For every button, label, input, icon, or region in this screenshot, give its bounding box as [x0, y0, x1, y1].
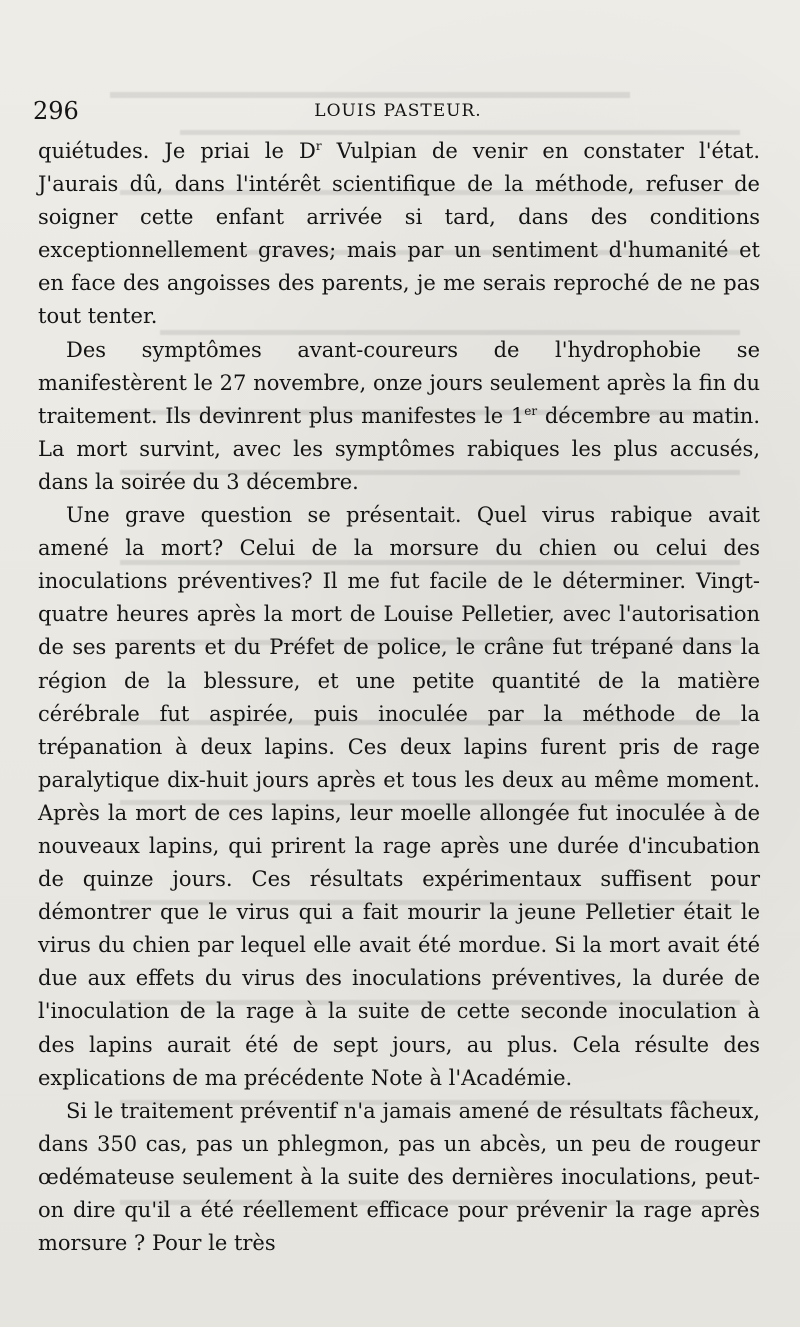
paragraph-3: Une grave question se présentait. Quel virus rabique avait amené la mort? Celui de la morsure du chien ou celui des inoculations préventives? Il me fut facile de le déterminer. Vingt-quatre heures après la mort de Louise Pelletier, avec l'autorisation de ses parents et du Préfet de police, le crâne fut trépané dans la région de la blessure, et une petite quantité de la matière cérébrale fut aspirée, puis inoculée par la méthode de la trépanation à deux lapins. Ces deux lapins furent pris de rage paralytique dix-huit jours après et tous les deux au même moment. Après la mort de ces lapins, leur moelle allongée fut inoculée à de nouveaux lapins, qui prirent la rage après une durée d'incubation de quinze jours. Ces résultats expérimentaux suffisent pour démontrer que le virus qui a fait mourir la jeune Pelletier était le virus du chien par lequel elle avait été mordue. Si la mort avait été due aux effets du virus des inoculations préventives, la durée de l'inoculation de la rage à la suite de cette seconde inoculation à des lapins aurait été de sept jours, au plus. Cela résulte des explications de ma précédente Note à l'Académie. [38, 503, 760, 1090]
page-number: 296 [33, 97, 79, 125]
page-header [33, 97, 763, 131]
paragraph-4: Si le traitement préventif n'a jamais amené de résultats fâcheux, dans 350 cas, pas un phlegmon, pas un abcès, un peu de rougeur œdémateuse seulement à la suite des dernières inoculations, peut-on dire qu'il a été réellement efficace pour prévenir la rage après morsure ? Pour le très [38, 1098, 760, 1256]
running-head: LOUIS PASTEUR. [314, 101, 482, 121]
paragraph-2: Des symptômes avant-coureurs de l'hydrophobie se manifestèrent le 27 novembre, onze jours seulement après la fin du traitement. Ils devinrent plus manifestes le 1er décembre au matin. La mort survint, avec les symptômes rabiques les plus accusés, dans la soirée du 3 décembre. [38, 337, 760, 494]
paragraph-1: quiétudes. Je priai le $D^r$ Vulpian de venir en constater l'état. J'aurais dû, dans l'intérêt scientifique de la méthode, refuser de soigner cette enfant arrivée si tard, dans des conditions exceptionnellement graves; mais par un sentiment d'humanité et en face des angoisses des parents, je me serais reproché de ne pas tout tenter. [38, 139, 760, 329]
body-text [38, 135, 760, 1260]
